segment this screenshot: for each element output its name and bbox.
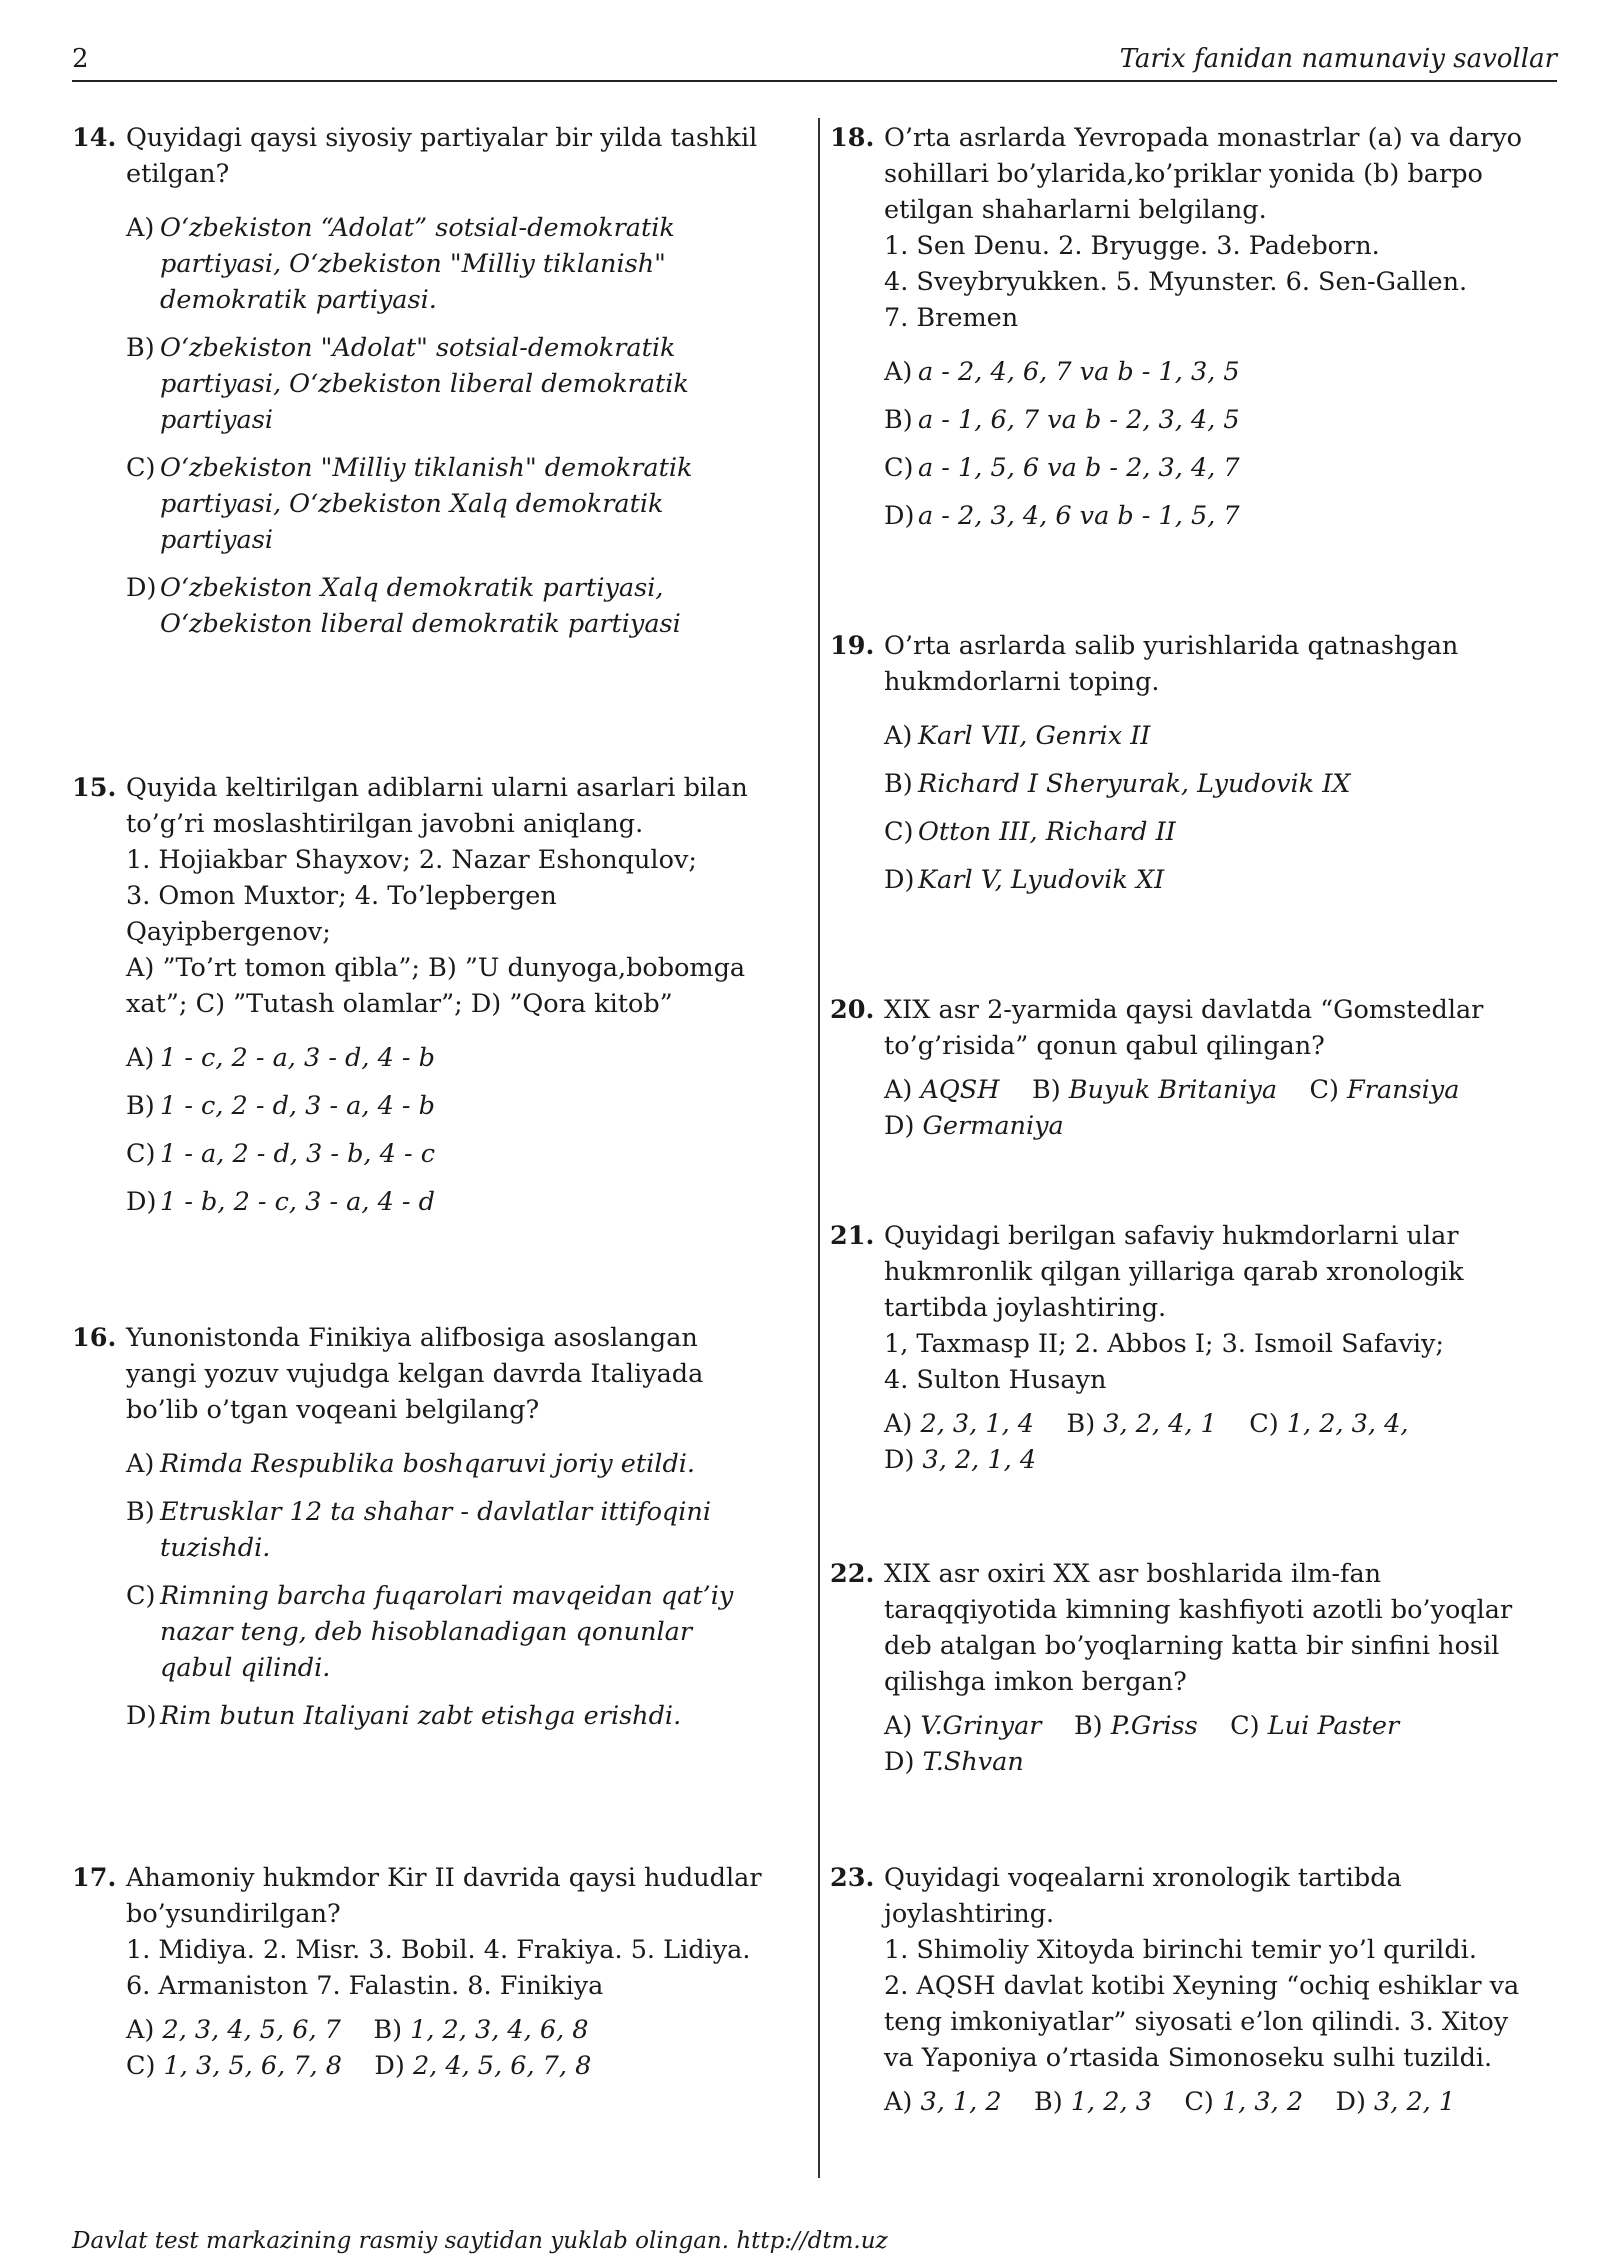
option-label: D) xyxy=(126,573,157,603)
answer-options xyxy=(884,1406,1530,1478)
question-21 xyxy=(830,1218,1530,1478)
option-text: Rimda Respublika boshqaruvi joriy etildi. xyxy=(160,1449,696,1479)
question-text: Quyidagi voqealarni xronologik tartibda joylashtiring. 1. Shimoliy Xitoyda birinchi temir yo’l qurildi. 2. AQSH davlat kotibi Xeyning “ochiq eshiklar va teng imkoniyatlar” siyosati e’lon qilindi. 3. Xitoy va Yaponiya o’rtasida Simonoseku sulhi tuzildi. xyxy=(884,1863,1520,2073)
option-text: 1 - b, 2 - c, 3 - a, 4 - d xyxy=(160,1187,435,1217)
option-label: D) xyxy=(884,1747,915,1777)
question-number: 17. xyxy=(72,1863,117,1893)
option-text: Otton III, Richard II xyxy=(918,817,1176,847)
answer-option xyxy=(126,1184,762,1220)
answer-options xyxy=(884,2084,1530,2120)
question-number: 21. xyxy=(830,1221,875,1251)
question-number: 18. xyxy=(830,123,875,153)
answer-line xyxy=(884,1108,1530,1144)
option-text: V.Grinyar xyxy=(920,1711,1042,1741)
option-label: A) xyxy=(884,1409,913,1439)
option-label: C) xyxy=(1309,1075,1339,1105)
answer-line xyxy=(126,2012,762,2048)
option-label: B) xyxy=(126,333,155,363)
answer-option xyxy=(884,766,1530,802)
question-19 xyxy=(830,628,1530,910)
option-text: a - 2, 4, 6, 7 va b - 1, 3, 5 xyxy=(918,357,1240,387)
answer-option xyxy=(884,862,1530,898)
answer-option xyxy=(884,450,1530,486)
option-text: Richard I Sheryurak, Lyudovik IX xyxy=(918,769,1351,799)
option-text: 1 - c, 2 - d, 3 - a, 4 - b xyxy=(160,1091,435,1121)
answer-option xyxy=(126,1446,762,1482)
option-label: B) xyxy=(126,1091,155,1121)
option-text: 3, 2, 4, 1 xyxy=(1103,1409,1217,1439)
option-text: 1, 3, 2 xyxy=(1221,2087,1304,2117)
option-text: 1, 3, 5, 6, 7, 8 xyxy=(163,2051,342,2081)
option-label: C) xyxy=(126,2051,156,2081)
option-text: Lui Paster xyxy=(1267,1711,1400,1741)
answer-option xyxy=(126,1494,762,1566)
option-text: 1 - c, 2 - a, 3 - d, 4 - b xyxy=(160,1043,435,1073)
option-label: D) xyxy=(884,1111,915,1141)
question-20 xyxy=(830,992,1530,1144)
question-text: Quyidagi qaysi siyosiy partiyalar bir yilda tashkil etilgan? xyxy=(126,123,758,189)
question-text: O’rta asrlarda Yevropada monastrlar (a) va daryo sohillari bo’ylarida,ko’priklar yonida (b) barpo etilgan shaharlarni belgilang. 1. Sen Denu. 2. Bryugge. 3. Padeborn. 4. Sveybryukken. 5. Myunster. 6. Sen-Gallen. 7. Bremen xyxy=(884,123,1522,333)
option-label: D) xyxy=(884,501,915,531)
option-label: D) xyxy=(1335,2087,1366,2117)
option-text: 1 - a, 2 - d, 3 - b, 4 - c xyxy=(160,1139,435,1169)
question-text: Quyida keltirilgan adiblarni ularni asarlari bilan to’g’ri moslashtirilgan javobni aniqlang. 1. Hojiakbar Shayxov; 2. Nazar Eshonqulov; 3. Omon Muxtor; 4. To’lepbergen Qayipbergenov; A) ”To’rt tomon qibla”; B) ”U dunyoga,bobomga xat”; C) ”Tutash olamlar”; D) ”Qora kitob” xyxy=(126,773,748,1019)
column-divider xyxy=(818,118,820,2178)
question-number: 22. xyxy=(830,1559,875,1589)
option-text: T.Shvan xyxy=(922,1747,1024,1777)
option-text: 1, 2, 3, 4, 6, 8 xyxy=(410,2015,589,2045)
option-label: A) xyxy=(884,721,913,751)
answer-line xyxy=(884,1708,1530,1744)
option-label: B) xyxy=(884,405,913,435)
option-label: A) xyxy=(884,2087,913,2117)
answer-line xyxy=(884,1744,1530,1780)
question-number: 19. xyxy=(830,631,875,661)
answer-options xyxy=(884,1072,1530,1144)
option-text: AQSH xyxy=(920,1075,1000,1105)
option-label: D) xyxy=(884,865,915,895)
option-label: C) xyxy=(126,1581,156,1611)
page-number: 2 xyxy=(72,44,89,74)
option-text: 3, 2, 1 xyxy=(1374,2087,1456,2117)
option-text: O‘zbekiston "Adolat" sotsial-demokratik partiyasi, O‘zbekiston liberal demokratik partiyasi xyxy=(160,333,689,435)
question-number: 23. xyxy=(830,1863,875,1893)
option-text: 3, 1, 2 xyxy=(920,2087,1002,2117)
answer-options xyxy=(884,718,1530,898)
footer-source: Davlat test markazining rasmiy saytidan yuklab olingan. http://dtm.uz xyxy=(72,2228,888,2254)
answer-option xyxy=(126,450,762,558)
answer-line xyxy=(884,1442,1530,1478)
answer-option xyxy=(126,210,762,318)
option-label: A) xyxy=(884,1711,913,1741)
answer-option xyxy=(884,402,1530,438)
question-text: Quyidagi berilgan safaviy hukmdorlarni ular hukmronlik qilgan yillariga qarab xronologik tartibda joylashtiring. 1, Taxmasp II; 2. Abbos I; 3. Ismoil Safaviy; 4. Sulton Husayn xyxy=(884,1221,1464,1395)
answer-option xyxy=(126,1578,762,1686)
option-label: C) xyxy=(126,453,156,483)
option-text: Germaniya xyxy=(922,1111,1064,1141)
answer-line xyxy=(884,1406,1530,1442)
answer-option xyxy=(884,814,1530,850)
option-label: A) xyxy=(126,1043,155,1073)
question-text: O’rta asrlarda salib yurishlarida qatnashgan hukmdorlarni toping. xyxy=(884,631,1459,697)
option-text: Buyuk Britaniya xyxy=(1068,1075,1278,1105)
question-14 xyxy=(72,120,762,654)
option-label: B) xyxy=(884,769,913,799)
option-text: 2, 3, 4, 5, 6, 7 xyxy=(162,2015,341,2045)
option-label: A) xyxy=(884,1075,913,1105)
answer-option xyxy=(126,1136,762,1172)
question-18 xyxy=(830,120,1530,546)
option-text: 1, 2, 3 xyxy=(1070,2087,1152,2117)
answer-options xyxy=(126,1040,762,1220)
option-text: a - 1, 6, 7 va b - 2, 3, 4, 5 xyxy=(918,405,1240,435)
answer-line xyxy=(884,1072,1530,1108)
option-label: C) xyxy=(1184,2087,1214,2117)
option-label: D) xyxy=(374,2051,405,2081)
question-number: 16. xyxy=(72,1323,117,1353)
option-label: A) xyxy=(884,357,913,387)
answer-line xyxy=(126,2048,762,2084)
question-17 xyxy=(72,1860,762,2084)
answer-option xyxy=(126,330,762,438)
page-header xyxy=(72,40,1557,82)
option-label: D) xyxy=(884,1445,915,1475)
header-title: Tarix fanidan namunaviy savollar xyxy=(1119,44,1557,74)
option-label: D) xyxy=(126,1187,157,1217)
option-text: Etrusklar 12 ta shahar - davlatlar ittifoqini tuzishdi. xyxy=(160,1497,711,1563)
question-16 xyxy=(72,1320,762,1746)
option-label: A) xyxy=(126,213,155,243)
answer-option xyxy=(884,354,1530,390)
option-label: C) xyxy=(884,817,914,847)
option-text: a - 2, 3, 4, 6 va b - 1, 5, 7 xyxy=(918,501,1240,531)
option-text: O‘zbekiston “Adolat” sotsial-demokratik partiyasi, O‘zbekiston "Milliy tiklanish" demokratik partiyasi. xyxy=(160,213,675,315)
option-label: B) xyxy=(1073,1711,1103,1741)
option-text: 3, 2, 1, 4 xyxy=(922,1445,1037,1475)
answer-options xyxy=(884,354,1530,534)
answer-options xyxy=(126,2012,762,2084)
option-label: A) xyxy=(126,1449,155,1479)
option-text: P.Griss xyxy=(1110,1711,1198,1741)
question-number: 14. xyxy=(72,123,117,153)
answer-option xyxy=(884,718,1530,754)
answer-option xyxy=(126,1698,762,1734)
option-label: C) xyxy=(1249,1409,1279,1439)
question-text: XIX asr 2-yarmida qaysi davlatda “Gomstedlar to’g’risida” qonun qabul qilingan? xyxy=(884,995,1484,1061)
option-label: B) xyxy=(1066,1409,1096,1439)
option-text: 2, 4, 5, 6, 7, 8 xyxy=(412,2051,592,2081)
option-label: B) xyxy=(373,2015,403,2045)
answer-options xyxy=(126,210,762,642)
question-22 xyxy=(830,1556,1530,1780)
answer-options xyxy=(126,1446,762,1734)
question-number: 15. xyxy=(72,773,117,803)
option-label: D) xyxy=(126,1701,157,1731)
option-label: C) xyxy=(1230,1711,1260,1741)
option-label: B) xyxy=(126,1497,155,1527)
option-text: O‘zbekiston "Milliy tiklanish" demokratik partiyasi, O‘zbekiston Xalq demokratik partiyasi xyxy=(160,453,693,555)
answer-line xyxy=(884,2084,1530,2120)
option-text: Karl VII, Genrix II xyxy=(918,721,1151,751)
option-label: B) xyxy=(1031,1075,1061,1105)
option-text: O‘zbekiston Xalq demokratik partiyasi, O‘zbekiston liberal demokratik partiyasi xyxy=(160,573,681,639)
question-text: Ahamoniy hukmdor Kir II davrida qaysi hududlar bo’ysundirilgan? 1. Midiya. 2. Misr. 3. Bobil. 4. Frakiya. 5. Lidiya. 6. Armaniston 7. Falastin. 8. Finikiya xyxy=(126,1863,762,2001)
question-number: 20. xyxy=(830,995,875,1025)
question-15 xyxy=(72,770,762,1232)
option-text: Karl V, Lyudovik XI xyxy=(918,865,1165,895)
option-text: 2, 3, 1, 4 xyxy=(920,1409,1035,1439)
option-text: Rim butun Italiyani zabt etishga erishdi. xyxy=(160,1701,682,1731)
option-label: B) xyxy=(1034,2087,1063,2117)
answer-option xyxy=(126,1088,762,1124)
option-text: Rimning barcha fuqarolari mavqeidan qat’iy nazar teng, deb hisoblanadigan qonunlar qabul qilindi. xyxy=(160,1581,734,1683)
question-text: XIX asr oxiri XX asr boshlarida ilm-fan taraqqiyotida kimning kashfiyoti azotli bo’yoqlar deb atalgan bo’yoqlarning katta bir sinfini hosil qilishga imkon bergan? xyxy=(884,1559,1513,1697)
answer-options xyxy=(884,1708,1530,1780)
option-text: 1, 2, 3, 4, xyxy=(1286,1409,1409,1439)
option-text: a - 1, 5, 6 va b - 2, 3, 4, 7 xyxy=(918,453,1240,483)
question-text: Yunonistonda Finikiya alifbosiga asoslangan yangi yozuv vujudga kelgan davrda Italiyada bo’lib o’tgan voqeani belgilang? xyxy=(126,1323,704,1425)
option-label: C) xyxy=(126,1139,156,1169)
answer-option xyxy=(126,570,762,642)
option-label: A) xyxy=(126,2015,155,2045)
option-text: Fransiya xyxy=(1347,1075,1460,1105)
option-label: C) xyxy=(884,453,914,483)
question-23 xyxy=(830,1860,1530,2120)
answer-option xyxy=(126,1040,762,1076)
answer-option xyxy=(884,498,1530,534)
